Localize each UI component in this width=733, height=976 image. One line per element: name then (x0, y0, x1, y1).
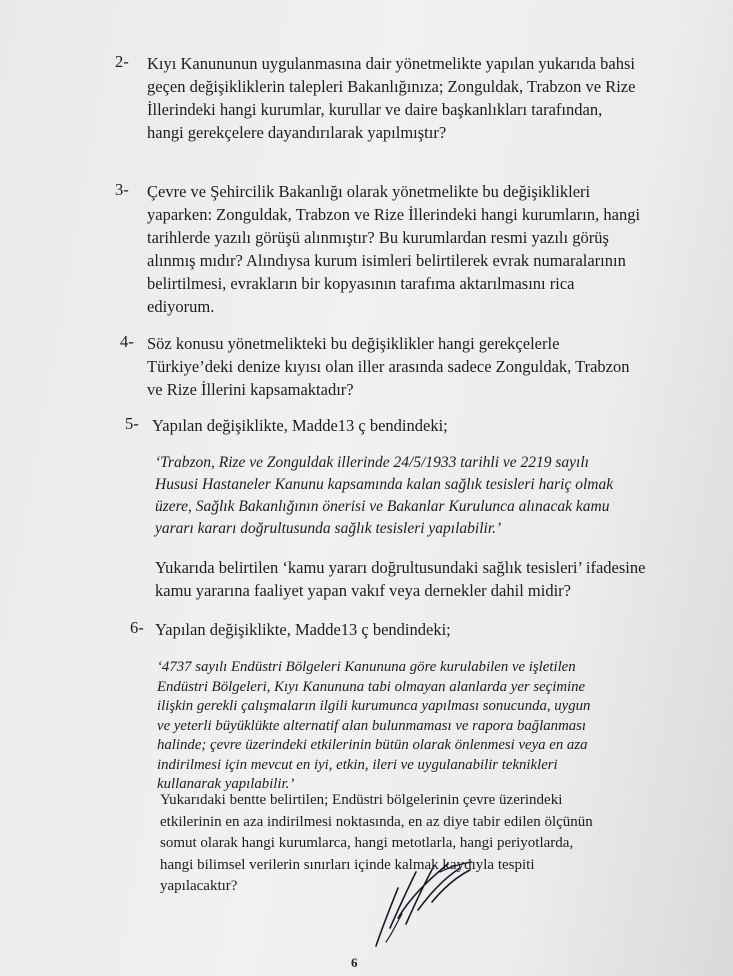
question-text (147, 332, 629, 401)
handwritten-signature (368, 858, 478, 953)
text-line: yapılacaktır? (160, 878, 238, 894)
item-number: 3- (115, 180, 129, 199)
quote-line: ilişkin gerekli çalışmaların ilgili kurumunca yapılması sonucunda, uygun (157, 698, 591, 714)
text-line: geçen değişikliklerin talepleri Bakanlığınıza; Zonguldak, Trabzon ve Rize (147, 77, 636, 96)
text-line: hangi gerekçelere dayandırılarak yapılmıştır? (147, 123, 447, 142)
page-number: 6 (351, 955, 358, 970)
text-line: ve Rize İllerini kapsamaktadır? (147, 380, 354, 399)
text-line: etkilerinin en aza indirilmesi noktasında, en az diye tabir edilen ölçünün (160, 813, 593, 830)
item-number: 4- (120, 332, 134, 351)
question-text (147, 52, 635, 144)
text-line: tarihlerde yazılı görüşü alınmıştır? Bu kurumlardan resmi yazılı görüş (147, 228, 609, 247)
item-intro (155, 618, 451, 641)
quote-line: kullanarak yapılabilir.’ (157, 776, 295, 792)
text-line: yaparken: Zonguldak, Trabzon ve Rize İllerindeki hangi kurumların, hangi (147, 205, 641, 224)
quote-line: halinde; çevre üzerindeki etkilerinin bütün olarak önlenmesi veya en aza (157, 737, 588, 753)
text-line: Yukarıdaki bentte belirtilen; Endüstri bölgelerinin çevre üzerindeki (160, 792, 563, 808)
text-line: Çevre ve Şehircilik Bakanlığı olarak yönetmelikte bu değişiklikleri (147, 182, 591, 201)
text-line: belirtilmesi, evrakların bir kopyasının tarafıma aktarılmasını rica (147, 274, 575, 293)
text-line: Söz konusu yönetmelikteki bu değişiklikler hangi gerekçelerle (147, 334, 560, 353)
quote-line: Endüstri Bölgeleri, Kıyı Kanununa tabi olmayan alanlarda yer seçimine (157, 678, 586, 695)
quote-line: ve yeterli büyüklükte alternatif alan bulunmaması ve rapora bağlanması (157, 717, 587, 734)
item-number: 2- (115, 52, 129, 71)
item-number: 5- (125, 414, 139, 433)
text-line: İllerindeki hangi kurumlar, kurullar ve daire başkanlıkları tarafından, (147, 100, 603, 119)
quote-line: Hususi Hastaneler Kanunu kapsamında kalan sağlık tesisleri hariç olmak (155, 476, 614, 493)
quote-line: ‘4737 sayılı Endüstri Bölgeleri Kanununa göre kurulabilen ve işletilen (157, 659, 576, 675)
quoted-clause (155, 452, 613, 540)
text-line: somut olarak hangi kurumlarca, hangi metotlarla, hangi periyotlarda, (160, 835, 574, 851)
text-line: Yapılan değişiklikte, Madde13 ç bendindeki; (155, 620, 451, 639)
question-text (155, 556, 645, 602)
question-text (147, 180, 640, 318)
quote-line: indirilmesi için mevcut en iyi, etkin, ileri ve uygulanabilir teknikleri (157, 756, 558, 773)
text-line: kamu yararına faaliyet yapan vakıf veya dernekler dahil midir? (155, 581, 571, 600)
text-line: ediyorum. (147, 297, 215, 316)
quote-line: yararı kararı doğrultusunda sağlık tesisleri yapılabilir.’ (155, 520, 502, 537)
text-line: hangi bilimsel verilerin sınırları içinde kalmak kaydıyla tespiti (160, 856, 535, 873)
quoted-clause (157, 658, 591, 795)
quote-line: ‘Trabzon, Rize ve Zonguldak illerinde 24/5/1933 tarihli ve 2219 sayılı (155, 454, 589, 471)
text-line: Türkiye’deki denize kıyısı olan iller arasında sadece Zonguldak, Trabzon (147, 357, 630, 376)
text-line: Kıyı Kanununun uygulanmasına dair yönetmelikte yapılan yukarıda bahsi (147, 54, 636, 73)
item-number: 6- (130, 618, 144, 637)
quote-line: üzere, Sağlık Bakanlığının önerisi ve Bakanlar Kurulunca alınacak kamu (155, 498, 610, 515)
text-line: Yukarıda belirtilen ‘kamu yararı doğrultusundaki sağlık tesisleri’ ifadesine (155, 558, 646, 577)
text-line: alınmış mıdır? Alındıysa kurum isimleri belirtilerek evrak numaralarının (147, 251, 626, 270)
item-intro (152, 414, 448, 437)
text-line: Yapılan değişiklikte, Madde13 ç bendindeki; (152, 416, 448, 435)
